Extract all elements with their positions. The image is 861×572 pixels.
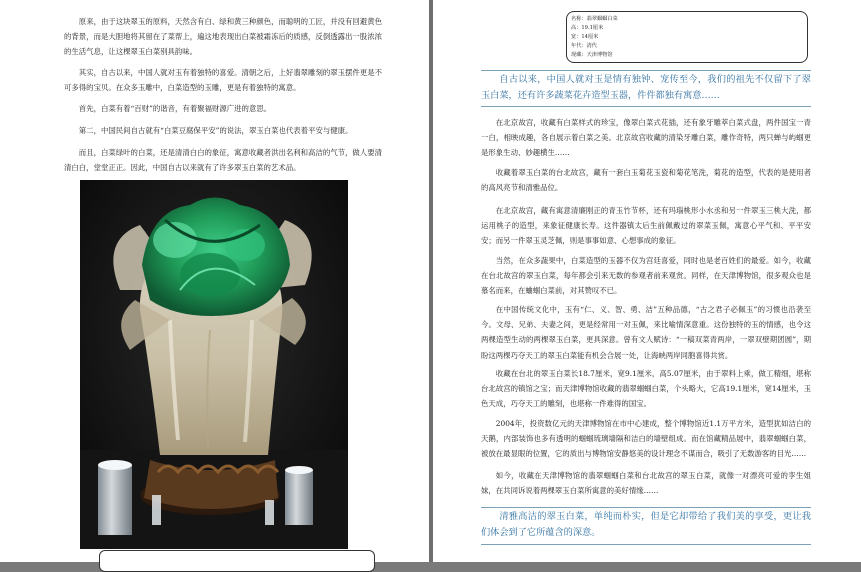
- info-era: 年代：清代: [571, 43, 597, 49]
- paragraph: 收藏在台北的翠玉白菜长18.7厘米，宽9.1厘米，高5.07厘米，由于翠料上乘，做工精细，堪称台北故宫的镇馆之宝；而天津博物馆收藏的翡翠蝈蝈白菜，个头略大，它高19.1厘米，宽14厘米，玉色天成，巧夺天工的雕刻，也堪称一件难得的国宝。: [481, 369, 811, 409]
- caption-box: [99, 550, 375, 572]
- paragraph: 而且，白菜绿叶的白菜，还是清清白白的象征，寓意收藏者洪出名利和高洁的气节，做人要清清白白，堂堂正正。因此，中国自古以来就有了许多翠玉白菜的艺术品。: [64, 148, 382, 173]
- jade-cabbage-photo: [80, 180, 348, 549]
- quote-rule-top-bottom: [481, 106, 811, 107]
- artifact-info-box: [566, 11, 808, 63]
- quote-rule-bottom: [481, 507, 811, 508]
- pull-quote-bottom: 清雅高洁的翠玉白菜，单纯而朴实，但是它却带给了我们美的享受，更让我们体会到了它所蕴含的深意。: [481, 511, 811, 538]
- info-name: 名称：翡翠蝈蝈白菜: [571, 16, 618, 22]
- paragraph: 在北京故宫，收藏有白菜样式的珍宝，像翠白菜式花插，还有象牙雕萃白菜式盘，两件国宝一青一白，相映成趣，各自展示着白菜之美。北京故宫收藏的清染牙雕白菜，雕作奇特，两只蝉与屿蝈更是形象生动、妙趣横生……: [481, 118, 811, 158]
- paragraph: 在北京故宫，藏有寓意清廉刚正的青玉竹节杯，还有玛瑙桃形小水丞和另一件翠玉三桃大洗，都运用桃子的造型，来象征健康长寿。这件器镇太后生前佩戴过的翠菜玉佩，寓意心平气和、平平安安；而另一件翠玉灵芝佩，则是事事如意、心想事成的象征。: [481, 206, 811, 246]
- paragraph: 当然，在众多蔬果中，白菜造型的玉器不仅为宫廷喜爱，同时也是老百姓们的最爱。如今，收藏在台北故宫的翠玉白菜，每年都会引来无数的参观者前来观赏。同样，在天津博物馆，很多观众也是慕名而来，在蛐蝈白菜前，对其赞叹不已。: [481, 256, 811, 296]
- paragraph: 如今，收藏在天津博物馆的翡翠蝈蝈白菜和台北故宫的翠玉白菜，就像一对漂亮可爱的孪生姐妹，在共同诉说着两棵翠玉白菜所寓意的美好情缘……: [481, 471, 811, 496]
- paragraph: 第二，中国民间自古就有“白菜豆腐保平安”的说法，翠玉白菜也代表着平安与健康。: [78, 126, 353, 135]
- paragraph: 原来，由于这块翠玉的原料，天然含有白、绿和黄三种颜色，而聪明的工匠，并没有回避黄色的背景，而是大胆地将其留在了菜帮上，遍这地表现出白菜被霜冻后的质感，反倒透露出一股浓浓的生活气息，让这棵翠玉白菜别具韵味。: [64, 17, 382, 57]
- paragraph: 收藏着翠玉白菜的台北故宫，藏有一套白玉菊花玉瓷和菊花笔洗，菊花的造型，代表的是使用者的高风亮节和清雅品位。: [481, 168, 811, 193]
- paragraph: 在中国传统文化中，玉有“仁、义、智、勇、洁”五种品德，“古之君子必佩玉”的习惯也沿袭至今。文母、兄弟、夫妻之间，更是经常用一对玉佩，来比喻情深意重。这份独特的玉的情感，也令这两棵造型生动的两棵翠玉白菜，更具深意。曾有文人赋诗：“一稿双菜青两岸，一翠双壁期团圆”，期盼这两棵巧夺天工的翠玉白菜能有机会合展一处，让海峡两岸同胞喜得共赏。: [481, 305, 811, 360]
- paragraph: 首先，白菜有着“百财”的谐音，有着聚福财源广进的意思。: [78, 104, 272, 113]
- paragraph: 2004年，投资数亿元的天津博物馆在市中心建成，整个博物馆近1.1万平方米，造型犹如洁白的天鹅，内部装饰也多有透明的蝈蝈琉璃墙隔和洁白的墙壁组成。而在馆藏精品展中，翡翠蝈蝈白菜，被放在最显眼的位置，它的质出与博物馆安静悠美的设计理念不谋而合，吸引了无数游客的目光……: [481, 419, 811, 459]
- info-height: 高：19.1厘米: [571, 25, 604, 31]
- quote-rule-bottom-end: [481, 544, 811, 545]
- pull-quote-top: 自古以来，中国人就对玉是情有独钟、宠传至今，我们的祖先不仅留下了翠玉白菜，还有许多蔬菜花卉造型玉器，件件都独有寓意……: [481, 74, 811, 101]
- info-collection: 现藏：天津博物馆: [571, 52, 613, 58]
- paragraph: 其实，自古以来，中国人就对玉有着独特的喜爱。清朝之后，上好翡翠雕刻的翠玉摆件更是不可多得的宝贝。在众多玉雕中，白菜造型的玉雕，更是有着独特的寓意。: [64, 68, 382, 93]
- info-width: 宽：14厘米: [571, 34, 599, 40]
- quote-rule-top: [481, 70, 811, 71]
